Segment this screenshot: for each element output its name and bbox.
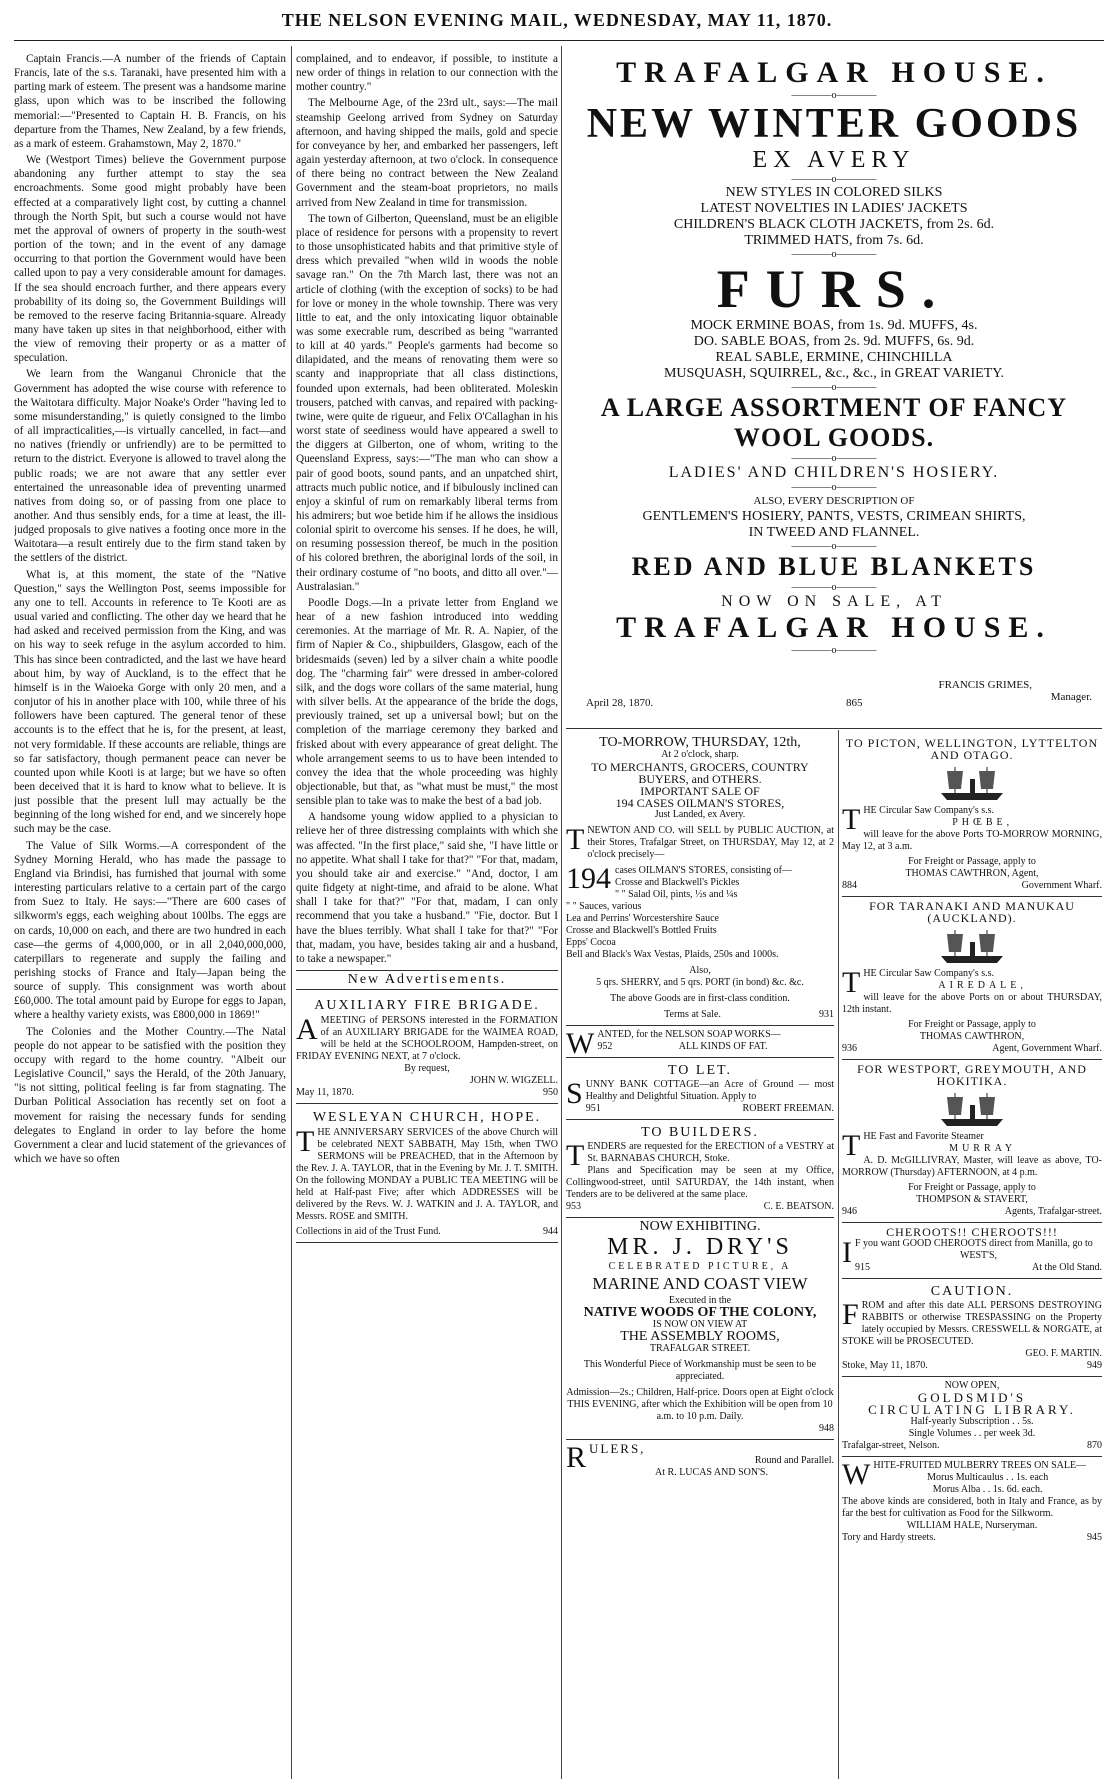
- furs-heading: FURS.: [716, 259, 952, 319]
- steamship-icon: [937, 1089, 1007, 1129]
- ad-number: 948: [819, 1423, 834, 1434]
- ad-item: " " Sauces, various: [566, 901, 642, 912]
- ad-body-text: ROM and after this date ALL PERSONS DESTROYING RABBITS or otherwise TRESPASSING on the Property lately occupied by Messrs. CRESSWELL & NORGATE, at STOKE will be PROSECUTED.: [842, 1300, 1102, 1347]
- separator: ————o————: [791, 90, 877, 101]
- ad-footer: [855, 1262, 1102, 1274]
- ad-number: 952: [597, 1041, 613, 1052]
- ad-signer: WILLIAM HALE, Nurseryman.: [906, 1520, 1038, 1531]
- article-paragraph: The Melbourne Age, of the 23rd ult., says:—The mail steamship Geelong arrived from Sydney on Saturday afternoon, and having shipped the mails, gold and specie for conveyance by her, and embarked her passengers, left again yesterday afternoon, at two o'clock. In consequence of there being no contract between the New Zealand Government and the steam-boat proprietors, no mails arrived from New Zealand in time for transmission.: [296, 97, 558, 209]
- ad-footer: [842, 880, 1102, 892]
- ad-footer: [566, 1201, 834, 1213]
- ad-line: Executed in the: [668, 1295, 732, 1306]
- ad-number: 931: [818, 1009, 834, 1020]
- ad-item: Bell and Black's Wax Vestas, Plaids, 250s and 1000s.: [566, 949, 779, 960]
- ad-number: 946: [842, 1206, 857, 1217]
- ad-title: CHEROOTS!! CHEROOTS!!!: [886, 1225, 1058, 1239]
- ad-item: Crosse and Blackwell's Bottled Fruits: [566, 925, 717, 936]
- ad-item: Lea and Perrins' Worcestershire Sauce: [566, 913, 719, 924]
- ad-title: CAUTION.: [930, 1284, 1014, 1299]
- ad-line: NEW STYLES IN COLORED SILKS: [725, 185, 943, 200]
- ad-line: ULERS,: [589, 1441, 646, 1456]
- separator: ————o————: [791, 249, 877, 260]
- ad-line: NATIVE WOODS OF THE COLONY,: [583, 1305, 817, 1320]
- ad-footer: [586, 679, 1092, 719]
- rulers-ad: [566, 1440, 834, 1479]
- ad-note: Collections in aid of the Trust Fund.: [296, 1226, 441, 1238]
- article-paragraph: Poodle Dogs.—In a private letter from England we hear of a new fashion introduced into wedding ceremonies. At the marriage of Mr. R. A. Napier, of the firm of Napier & Co., shipbuilders, Glasgow, each of the bridesmaids (seven) led by a silver chain a white poodle dog. The "charming fair" were dressed in amber-colored silk, and the dogs wore collars of the same material, hung with silver bells. At the appearance of the bride the dogs, previously trained, set up a universal bowl; but on the completion of the marriage ceremony they barked and frisked about with every appearance of great delight. The whole arrangement seems to us to have been intended to convey the idea that the whole proceeding was highly objectionable, but that, as "what must be must," the most sensible plan to take was to make the best of a bad job.: [296, 596, 558, 808]
- dropcap: R: [566, 1441, 587, 1474]
- ad-line: Single Volumes . . per week 3d.: [908, 1428, 1036, 1439]
- ad-line: Agents, Trafalgar-street.: [1004, 1206, 1102, 1217]
- ad-body: [296, 1127, 558, 1223]
- ad-title: FOR WESTPORT, GREYMOUTH, AND HOKITIKA.: [857, 1062, 1087, 1088]
- ad-footer: [586, 1103, 834, 1115]
- ad-number: 949: [1087, 1360, 1102, 1371]
- ad-line: At the Old Stand.: [1032, 1262, 1102, 1273]
- ad-line: TO MERCHANTS, GROCERS, COUNTRY BUYERS, and OTHERS.: [591, 760, 809, 786]
- article-paragraph: The Value of Silk Worms.—A correspondent of the Sydney Morning Herald, who has made the passage to England via Brindisi, has furnished that journal with some interesting particulars relative to a certain part of the cargo from Suez to Italy. He says:—"There are 600 cases of silkworm's eggs, each weighing about 100lbs. The eggs are on cards, 10,000 on each, and there are two hundred in each case—the germs of 4,000,000, or in all 2,040,000,000, caterpillars to regenerate and supply the failing and perishing stocks of France and Italy—Japan being the source of supply. This consignment was worth about £60,000. The total amount paid by Europe for eggs to Japan, where a healthy variety exists, was £800,000 in 1869!": [14, 839, 286, 1022]
- ad-line: WEST'S,: [959, 1250, 998, 1261]
- ad-line: Trafalgar-street, Nelson.: [842, 1440, 940, 1451]
- ad-body-text: ENDERS are requested for the ERECTION of a VESTRY at St. BARNABAS CHURCH, Stoke.: [587, 1141, 834, 1164]
- ad-line: For Freight or Passage, apply to: [908, 856, 1036, 867]
- ad-body: [842, 1300, 1102, 1348]
- library-ad: [842, 1377, 1102, 1457]
- ad-footer: [597, 1041, 834, 1053]
- to-let-ad: [566, 1058, 834, 1120]
- ad-footer: [296, 1226, 558, 1238]
- ad-line: TO-MORROW, THURSDAY, 12th,: [599, 735, 801, 750]
- new-advertisements-heading: New Advertisements.: [296, 970, 558, 990]
- ad-body-text: MEETING of PERSONS interested in the FORMATION of an AUXILIARY BRIGADE for the WAIMEA ROAD, will be held at the SCHOOLROOM, Hampden-street, on FRIDAY EVENING NEXT, at 7 o'clock.: [296, 1015, 558, 1063]
- masthead: THE NELSON EVENING MAIL, WEDNESDAY, MAY 11, 1870.: [281, 10, 833, 30]
- ad-line: MOCK ERMINE BOAS, from 1s. 9d. MUFFS, 4s.: [690, 318, 978, 333]
- ad-number: 915: [855, 1262, 870, 1273]
- trafalgar-house-ad: [566, 50, 1102, 725]
- ad-line: THOMAS CAWTHRON, Agent,: [905, 868, 1039, 879]
- ad-number: 951: [585, 1103, 601, 1114]
- column-2: [296, 52, 558, 1782]
- ad-line: TRIMMED HATS, from 7s. 6d.: [744, 233, 924, 248]
- ad-line: THOMAS CAWTHRON,: [919, 1031, 1025, 1042]
- ad-title: AUXILIARY FIRE BRIGADE.: [314, 998, 540, 1014]
- ad-body-text: HE ANNIVERSARY SERVICES of the above Church will be celebrated NEXT SABBATH, May 15th, when TWO SERMONS will be PREACHED, that in the Afternoon by the Rev. J. A. TAYLOR, that in the Evening by Mr. J. T. SMITH. On the following MONDAY a PUBLIC TEA MEETING will be held at Half-past Five; after which ADDRESSES will be delivered by the Revs. W. J. WATKIN and J. A. TAYLOR, and Messrs. ROSE and SMITH.: [296, 1127, 558, 1223]
- ad-title: WESLEYAN CHURCH, HOPE.: [312, 1110, 542, 1126]
- section-rule: [566, 728, 1102, 729]
- article-paragraph: The Colonies and the Mother Country.—The Natal people do not appear to be satisfied with the position they occupy with regard to the home country. "Albeit our Legislative Council," says the Herald, of the 20th January, "is not sitting, political feeling is far from stagnating. The Durban Political Association has recently set on foot a movement for raising the necessary funds for sending delegates to England in order to lay before the home Government a clear and lucid statement of the grievances of which we have so often: [14, 1025, 286, 1166]
- ad-signer: GEO. F. MARTIN.: [1025, 1348, 1102, 1359]
- separator: ————o————: [791, 482, 877, 493]
- ad-line: IN TWEED AND FLANNEL.: [748, 525, 920, 540]
- ad-body: [296, 1015, 558, 1063]
- ad-item: cases OILMAN'S STORES, consisting of—: [615, 865, 792, 876]
- ad-body: [566, 825, 834, 861]
- ad-footer: [566, 1009, 834, 1021]
- ad-items: [566, 862, 834, 961]
- ad-line: CIRCULATING LIBRARY.: [868, 1402, 1076, 1417]
- column-divider: [838, 730, 839, 1779]
- ad-body-text: NEWTON AND CO. will SELL by PUBLIC AUCTION, at their Stores, Trafalgar Street, on THURSDAY, May 12, at 2 o'clock precisely—: [587, 825, 834, 860]
- ad-body-text: HE Fast and Favorite Steamer: [863, 1131, 984, 1142]
- blankets-heading: RED AND BLUE BLANKETS: [631, 552, 1037, 581]
- taranaki-shipping-ad: [842, 897, 1102, 1060]
- dropcap: A: [296, 1013, 318, 1047]
- dropcap: F: [842, 1298, 859, 1331]
- separator: ————o————: [791, 174, 877, 185]
- dropcap: T: [842, 803, 861, 836]
- dropcap: T: [296, 1125, 315, 1159]
- builders-ad: [566, 1120, 834, 1218]
- ad-body-text: F you want GOOD CHEROOTS direct from Manilla, go to: [855, 1238, 1093, 1249]
- ad-line: 194 CASES OILMAN'S STORES,: [615, 796, 785, 810]
- ad-line: NOW OPEN,: [944, 1380, 1000, 1391]
- column-1: [14, 52, 286, 1782]
- ad-signer: ROBERT FREEMAN.: [742, 1103, 834, 1114]
- ad-terms: Terms at Sale.: [664, 1009, 721, 1020]
- ad-number: 945: [1087, 1532, 1102, 1543]
- ad-item: " " Salad Oil, pints, ½s and ¼s: [615, 889, 738, 900]
- ad-footer: [842, 1206, 1102, 1218]
- wanted-ad: [566, 1026, 834, 1058]
- column-divider: [291, 46, 292, 1779]
- ad-signer: JOHN W. WIGZELL.: [469, 1075, 558, 1087]
- ad-line: Round and Parallel.: [754, 1455, 834, 1466]
- separator: ————o————: [791, 453, 877, 464]
- ad-body: [566, 1139, 834, 1172]
- article-paragraph: We (Westport Times) believe the Government purpose abandoning any further attempt to stay the sea encroachments. Some good might probably have been effected at a comparatively light cost, by cutting a channel through the North Spit, but such a course would not have met the approval of owners of property in the south-west portion of the town; and in the event of any damage occurring to that portion the Government would have been called upon to pay a very considerable amount for damages. If the sea should encroach further, and there appears every probability of its doing so, the Government Buildings will be removed to the reserve facing Britannia-square. Already many have taken up sites in that neighborhood, either with the view of removing their property or as a matter of speculation.: [14, 154, 286, 365]
- dropcap: W: [566, 1027, 595, 1060]
- ad-line: THOMPSON & STAVERT,: [916, 1194, 1028, 1205]
- ad-line: GENTLEMEN'S HOSIERY, PANTS, VESTS, CRIMEAN SHIRTS,: [642, 509, 1026, 524]
- ad-line: Tory and Hardy streets.: [842, 1532, 936, 1543]
- dropcap: I: [842, 1236, 852, 1269]
- separator: ————o————: [791, 582, 877, 593]
- ad-line: ALSO, EVERY DESCRIPTION OF: [753, 495, 915, 507]
- article-paragraph: Captain Francis.—A number of the friends of Captain Francis, late of the s.s. Taranaki, have presented him with a parting mark of esteem. The present was a handsome marine glass, upon which was to be inscribed the following memorial:—"Presented to Captain H. B. Francis, on his departure from the Thames, New Zealand, by a few friends, as a mark of esteem. Grahamstown, May 2, 1870.": [14, 53, 286, 150]
- ad-number: 865: [846, 697, 863, 709]
- fire-brigade-ad: [296, 992, 558, 1104]
- ad-line: Government Wharf.: [1021, 880, 1102, 891]
- ad-line: MR. J. DRY'S: [607, 1234, 793, 1260]
- on-sale-line: NOW ON SALE, AT: [721, 593, 947, 610]
- ad-body-2: will leave for the above Ports TO-MORROW MORNING, May 12, at 3 a.m.: [842, 829, 1102, 852]
- ad-item: Crosse and Blackwell's Pickles: [615, 877, 740, 888]
- steamship-icon: [937, 926, 1007, 966]
- ad-title: TO LET.: [667, 1063, 733, 1078]
- dropcap: T: [842, 1129, 861, 1162]
- separator: ————o————: [791, 645, 877, 656]
- ad-date: May 11, 1870.: [296, 1087, 354, 1099]
- ad-line: Half-yearly Subscription . . 5s.: [910, 1416, 1034, 1427]
- ad-body-2: will leave for the above Ports on or about THURSDAY, 12th instant.: [842, 992, 1102, 1015]
- article-paragraph: The town of Gilberton, Queensland, must be an eligible place of residence for persons with a propensity to revert to those unsophisticated habits and that primitive style of dress which prevailed "when wild in woods the noble savage ran." On the 7th March last, there was not an article of clothing (with the exception of socks) to be had for love or money in the whole township. There was very little to eat, and the only intoxicating liquor obtainable was some execrable rum, described as being "warranted to kill at 40 yards." People's garments had become so dilapidated, and the means of renovating them were so scanty and inappropriate that all class distinctions, founded upon externals, had been obliterated. Moleskin trousers, patched with canvas, and repaired with packing-twine, were quite de rigueur, and Felix O'Callaghan in his worst state of seediness would have appeared a swell to the diggers at Gilberton, one of whom, writing to the Queensland Express, says:—"The man who can show a pair of good boots, sound pants, and an unpatched shirt, attracts much public notice, and if bibulously inclined can enjoy a skinful of rum on remarkably liberal terms from his admirers; but woe betide him if he allows the insidious colonial spirit to overcome his senses. If he does, he will, on resuming possession thereof, be much in the position of his colored brethren, the aboriginal lords of the soil, in their ordinary costume of "no boots, and ditto all over."—Australasian.": [296, 212, 558, 593]
- ad-line: At 2 o'clock, sharp.: [661, 749, 739, 760]
- ad-body-text: HE Circular Saw Company's s.s.: [863, 805, 995, 816]
- ad-line: LATEST NOVELTIES IN LADIES' JACKETS: [700, 201, 968, 216]
- number-194: 194: [566, 862, 611, 895]
- ad-line: The above Goods are in first-class condition.: [610, 993, 790, 1004]
- ad-number: 870: [1087, 1440, 1102, 1451]
- ad-title: TO BUILDERS.: [641, 1125, 759, 1140]
- ad-body-2: A. D. McGILLIVRAY, Master, will leave as above, TO-MORROW (Thursday) AFTERNOON, at 4 p.m.: [842, 1155, 1102, 1178]
- auction-ad: [566, 734, 834, 1026]
- ad-line: GOLDSMID'S: [917, 1390, 1027, 1405]
- ad-line: NOW EXHIBITING.: [639, 1219, 761, 1234]
- ad-line: MARINE AND COAST VIEW: [592, 1274, 808, 1293]
- ad-body-2: Plans and Specification may be seen at my Office, Collingwood-street, until SATURDAY, the 14th instant, when Tenders are to be delivered at the same place.: [566, 1165, 834, 1200]
- ad-line: Agent, Government Wharf.: [992, 1043, 1102, 1054]
- ad-body-text: UNNY BANK COTTAGE—an Acre of Ground — most Healthy and Delightful Situation. Apply to: [585, 1079, 834, 1102]
- ad-number: 953: [566, 1201, 581, 1212]
- ad-line: CHILDREN'S BLACK CLOTH JACKETS, from 2s. 6d.: [673, 217, 995, 232]
- ad-date: Stoke, May 11, 1870.: [842, 1360, 928, 1371]
- ad-line: Admission—2s.; Children, Half-price. Doors open at Eight o'clock THIS EVENING, after which the Exhibition will be open from 10 a.m. to 10 p.m. Daily.: [566, 1387, 834, 1422]
- column-3: [566, 734, 834, 1779]
- ad-title: TRAFALGAR HOUSE.: [616, 56, 1052, 89]
- article-paragraph: A handsome young widow applied to a physician to relieve her of three distressing complaints with which she was affected. "In the first place," said she, "I have little or no appetite. What shall I take for that?" "For that, madam, you should take air and exercise." "And, doctor, I am quite fidgety at night-time, and afraid to be alone. What shall I take for that?" "For that, madam, I can only recommend that you take a husband." "Fie, doctor. But I have the blues terribly. What shall I take for that?" "For that, madam, you have, besides taking air and a husband, to take a newspaper.": [296, 811, 558, 965]
- ad-footer: [842, 1440, 1102, 1452]
- dropcap: S: [566, 1077, 583, 1110]
- ad-line: For Freight or Passage, apply to: [908, 1019, 1036, 1030]
- dropcap: T: [842, 966, 861, 999]
- wesleyan-ad: [296, 1104, 558, 1243]
- ad-line: Morus Alba . . 1s. 6d. each.: [932, 1484, 1043, 1495]
- hosiery-heading: LADIES' AND CHILDREN'S HOSIERY.: [668, 464, 1000, 481]
- ad-footer: [842, 1043, 1102, 1055]
- ad-line: This Wonderful Piece of Workmanship must be seen to be appreciated.: [583, 1359, 817, 1382]
- ad-number: 950: [543, 1087, 558, 1099]
- ad-title-text: HITE-FRUITED MULBERRY TREES ON SALE—: [873, 1460, 1087, 1471]
- article-paragraph: We learn from the Wanganui Chronicle that the Government has adopted the wise course with reference to the Waitotara difficulty. Major Noake's Order "having led to some misunderstanding," is quietly consigned to the limbo of all impracticalities,—is virtually cancelled, in fact—and no natives (friendly or unfriendly) are to be permitted to return to the district. Everyone is allowed to travel along the public roads; we are not aware that any settler ever entertained the unreasonable idea of preventing unarmed natives from doing so, or of passing from one place to another. And thus sensibly ends, for a time at least, the ill-judged proposals to give natives a footing once more in the Waitotara—a result entirely due to the firm stand taken by the settlers of the district.: [14, 368, 286, 565]
- caution-ad: [842, 1279, 1102, 1377]
- ad-number: 936: [842, 1043, 857, 1054]
- ad-item: Epps' Cocoa: [566, 937, 616, 948]
- ad-line: 5 qrs. SHERRY, and 5 qrs. PORT (in bond) &c. &c.: [596, 977, 804, 988]
- ad-line: At R. LUCAS AND SON'S.: [655, 1467, 768, 1478]
- westport-shipping-ad: [842, 1060, 1102, 1223]
- ad-line: TRAFALGAR STREET.: [649, 1343, 751, 1354]
- ad-line: Morus Multicaulus . . 1s. each: [927, 1472, 1049, 1483]
- ad-footer: [296, 1087, 558, 1099]
- separator: ————o————: [791, 382, 877, 393]
- ad-signer-role: Manager.: [1050, 691, 1092, 703]
- ad-footer: [842, 1360, 1102, 1372]
- dropcap: T: [566, 1139, 585, 1172]
- ad-title-repeat: TRAFALGAR HOUSE.: [616, 611, 1052, 644]
- ad-body: The above kinds are considered, both in Italy and France, as by far the best for cultivation as Food for the Silkworm.: [842, 1496, 1102, 1519]
- ad-footer: [842, 1532, 1102, 1544]
- ad-signer: C. E. BEATSON.: [763, 1201, 834, 1212]
- ad-line: REAL SABLE, ERMINE, CHINCHILLA: [715, 350, 953, 365]
- column-divider: [561, 46, 562, 1779]
- dropcap: T: [566, 823, 585, 856]
- ad-line: IMPORTANT SALE OF: [640, 784, 760, 798]
- ship-name: AIREDALE,: [938, 980, 1027, 991]
- ex-avery: EX AVERY: [752, 147, 916, 173]
- article-paragraph: complained, and to endeavor, if possible, to institute a new order of things in relation to our connection with the mother country.": [296, 53, 558, 94]
- ad-by: By request,: [404, 1063, 450, 1075]
- ad-line: IS NOW ON VIEW AT: [652, 1319, 748, 1330]
- steamship-icon: [937, 763, 1007, 803]
- ad-number: 884: [842, 880, 857, 891]
- ad-line: ALL KINDS OF FAT.: [678, 1041, 768, 1052]
- ad-date: April 28, 1870.: [586, 697, 654, 709]
- ad-body-text: ANTED, for the NELSON SOAP WORKS—: [597, 1029, 781, 1040]
- ad-body-text: HE Circular Saw Company's s.s.: [863, 968, 995, 979]
- cheroots-ad: [842, 1223, 1102, 1279]
- ad-line: For Freight or Passage, apply to: [908, 1182, 1036, 1193]
- separator: ————o————: [791, 541, 877, 552]
- ad-line: THE ASSEMBLY ROOMS,: [620, 1329, 780, 1344]
- wool-goods-heading: A LARGE ASSORTMENT OF FANCY WOOL GOODS.: [600, 393, 1068, 452]
- dropcap: W: [842, 1458, 871, 1491]
- ad-line: Also,: [689, 965, 711, 976]
- ad-line: MUSQUASH, SQUIRREL, &c., &c., in GREAT VARIETY.: [663, 366, 1005, 381]
- winter-goods-heading: NEW WINTER GOODS: [586, 101, 1082, 147]
- mulberry-ad: [842, 1457, 1102, 1544]
- exhibition-ad: [566, 1218, 834, 1440]
- ad-signer: FRANCIS GRIMES,: [938, 679, 1032, 691]
- ad-line: DO. SABLE BOAS, from 2s. 9d. MUFFS, 6s. 9d.: [693, 334, 975, 349]
- ship-name: MURRAY: [949, 1143, 1017, 1154]
- ad-title: TO PICTON, WELLINGTON, LYTTELTON AND OTAGO.: [845, 736, 1099, 762]
- picton-shipping-ad: [842, 734, 1102, 897]
- ad-line: Just Landed, ex Avery.: [654, 809, 746, 820]
- article-paragraph: What is, at this moment, the state of the "Native Question," says the Wellington Post, seems impossible for any one to tell. Accounts in reference to Te Kooti are as usual varied and conflicting. The other day we heard that he had asked and received permission from the King, and was on his way to seek refuge in the asylum accorded to him. This has since been contradicted, and the last we have heard about him, by way of Auckland, is to the effect that he himself is in the Waioeka Gorge with only 20 men, and a conjutor of his in another place with 100, while three of his followers have been captured. The general tenor of these accounts is to the effect that he is, for the present, at least, not very formidable. If these accounts are reliable, things are so far satisfactory, though permanent peace can never be counted upon while Kooti is at large; but we have so often been deceived that it is hard to know what to believe. It is just possible that the present lull may actually be the beginning of the long wished for end, and we sincerely hope such may be the case.: [14, 568, 286, 836]
- ad-line: CELEBRATED PICTURE, A: [608, 1261, 792, 1272]
- ad-number: 944: [543, 1226, 558, 1238]
- masthead-rule: [14, 40, 1104, 41]
- ad-title: FOR TARANAKI AND MANUKAU (AUCKLAND).: [869, 899, 1075, 925]
- column-4: [842, 734, 1102, 1779]
- ship-name: PHŒBE,: [952, 817, 1014, 828]
